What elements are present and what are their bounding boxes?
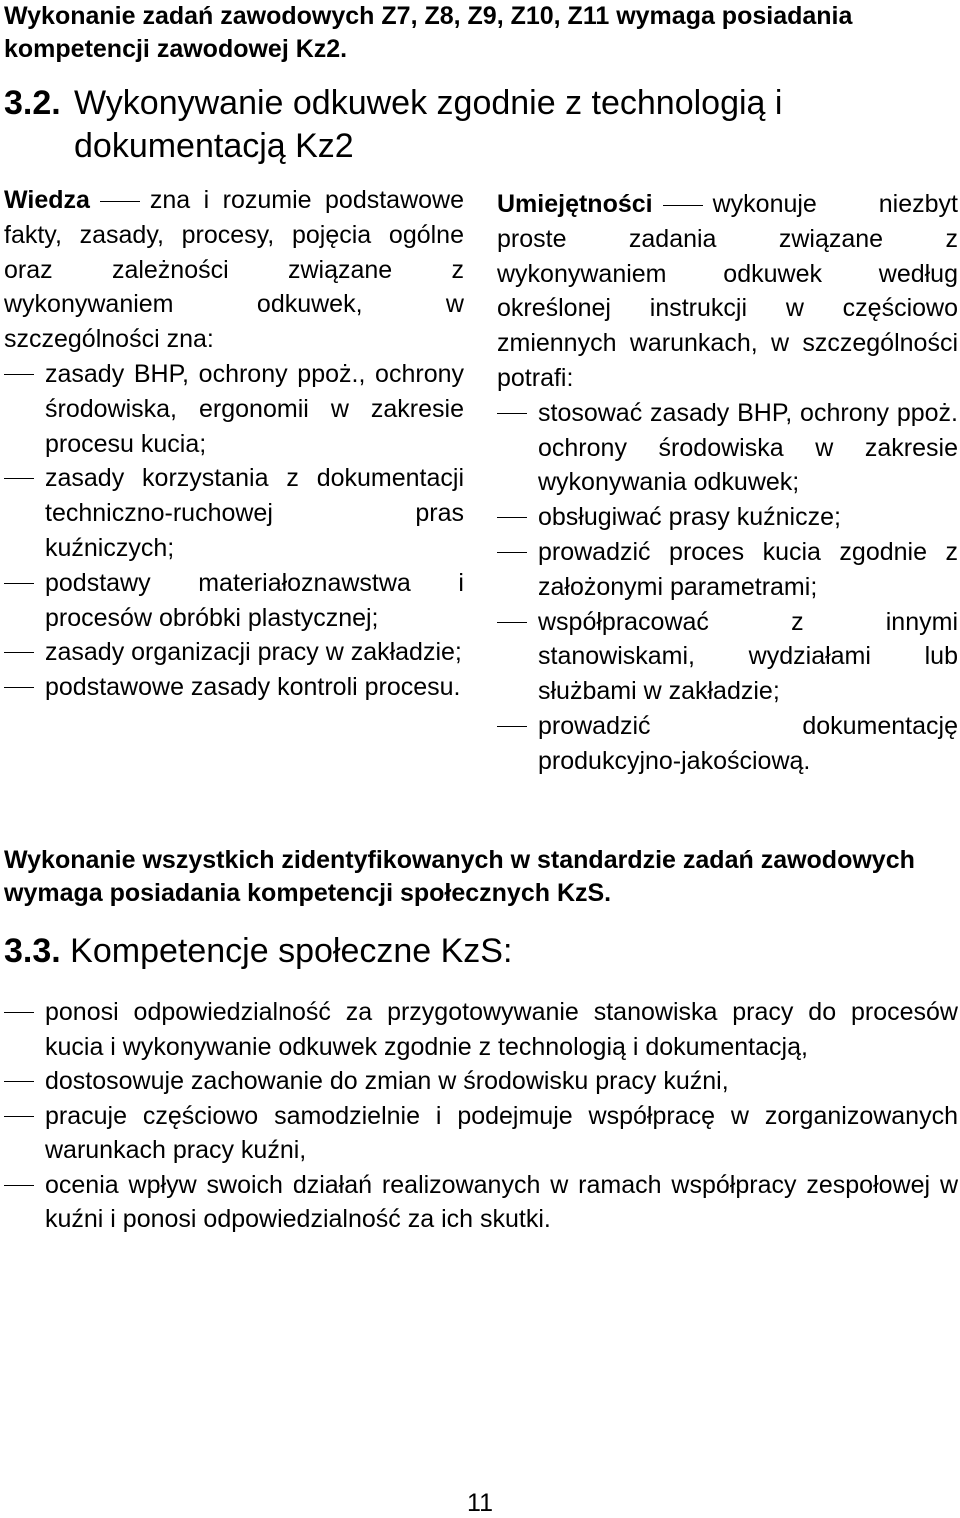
knowledge-column xyxy=(4,183,464,705)
skills-column xyxy=(497,187,958,779)
knowledge-label: Wiedza xyxy=(4,186,90,214)
skills-item-text: prowadzić proces kucia zgodnie z założonymi parametrami; xyxy=(538,537,958,601)
social-item xyxy=(4,1168,958,1237)
intro-paragraph: Wykonanie zadań zawodowych Z7, Z8, Z9, Z10, Z11 wymaga posiadania kompetencji zawodowej Kz2. xyxy=(4,2,853,63)
social-item xyxy=(4,1099,958,1168)
knowledge-item-text: zasady organizacji pracy w zakładzie; xyxy=(45,638,462,667)
knowledge-item xyxy=(4,461,464,565)
dash-icon xyxy=(497,552,527,553)
section-title: Wykonywanie odkuwek zgodnie z technologią i dokumentacją Kz2 xyxy=(74,84,783,165)
social-item xyxy=(4,995,958,1064)
knowledge-item-text: zasady BHP, ochrony ppoż., ochrony środowiska, ergonomii w zakresie procesu kucia; xyxy=(45,359,464,458)
social-item xyxy=(4,1064,958,1099)
skills-item xyxy=(497,396,958,500)
dash-icon xyxy=(4,1185,34,1186)
dash-icon xyxy=(4,583,34,584)
knowledge-lead-text: zna i rozumie podstawowe fakty, zasady, procesy, pojęcia ogólne oraz zależności związane z wykonywaniem odkuwek, w szczególności zna: xyxy=(4,186,464,354)
skills-item-text: stosować zasady BHP, ochrony ppoż. ochrony środowiska w zakresie wykonywania odkuwek; xyxy=(538,398,958,497)
dash-icon xyxy=(4,687,34,688)
dash-icon xyxy=(497,517,527,518)
section-title: Kompetencje społeczne KzS: xyxy=(70,932,513,970)
skills-item-text: współpracować z innymi stanowiskami, wydziałami lub służbami w zakładzie; xyxy=(538,607,958,706)
dash-icon xyxy=(497,622,527,623)
dash-icon xyxy=(4,1012,34,1013)
skills-item-text: prowadzić dokumentację produkcyjno-jakościową. xyxy=(538,711,958,775)
dash-icon xyxy=(497,726,527,727)
skills-item xyxy=(497,535,958,605)
knowledge-item-text: zasady korzystania z dokumentacji techniczno-ruchowej pras kuźniczych; xyxy=(45,464,464,562)
knowledge-item-text: podstawowe zasady kontroli procesu. xyxy=(45,673,461,702)
skills-item xyxy=(497,709,958,779)
dash-icon xyxy=(663,205,703,206)
knowledge-lead xyxy=(4,183,464,357)
knowledge-item-text: podstawy materiałoznawstwa i procesów obróbki plastycznej; xyxy=(45,568,464,632)
dash-icon xyxy=(4,374,34,375)
social-item-text: ocenia wpływ swoich działań realizowanych w ramach współpracy zespołowej w kuźni i ponosi odpowiedzialność za ich skutki. xyxy=(45,1170,958,1233)
dash-icon xyxy=(4,478,34,479)
page-number: 11 xyxy=(467,1489,493,1517)
skills-lead-text: wykonuje niezbyt proste zadania związane z wykonywaniem odkuwek według określonej instrukcji w częściowo zmiennych warunkach, w szczególności potrafi: xyxy=(497,190,958,392)
knowledge-item xyxy=(4,566,464,636)
summary-paragraph: Wykonanie wszystkich zidentyfikowanych w standardzie zadań zawodowych wymaga posiadania kompetencji społecznych KzS. xyxy=(4,846,915,907)
skills-lead xyxy=(497,187,958,396)
skills-label: Umiejętności xyxy=(497,190,653,218)
social-item-text: pracuje częściowo samodzielnie i podejmuje współpracę w zorganizowanych warunkach pracy kuźni, xyxy=(45,1101,958,1164)
social-item-text: ponosi odpowiedzialność za przygotowywanie stanowiska pracy do procesów kucia i wykonywanie odkuwek zgodnie z technologią i dokumentacją, xyxy=(45,998,958,1061)
section-number: 3.2. xyxy=(4,84,61,122)
skills-item xyxy=(497,605,958,709)
knowledge-item xyxy=(4,670,464,705)
dash-icon xyxy=(4,1081,34,1082)
knowledge-item xyxy=(4,635,464,670)
dash-icon xyxy=(4,1116,34,1117)
skills-item-text: obsługiwać prasy kuźnicze; xyxy=(538,503,841,532)
knowledge-item xyxy=(4,357,464,461)
section-3-3-heading xyxy=(4,930,954,973)
dash-icon xyxy=(497,413,527,414)
section-number: 3.3. xyxy=(4,932,61,970)
dash-icon xyxy=(4,652,34,653)
social-item-text: dostosowuje zachowanie do zmian w środowisku pracy kuźni, xyxy=(45,1067,729,1095)
social-competences-list xyxy=(4,995,958,1237)
skills-item xyxy=(497,500,958,535)
dash-icon xyxy=(100,201,140,202)
